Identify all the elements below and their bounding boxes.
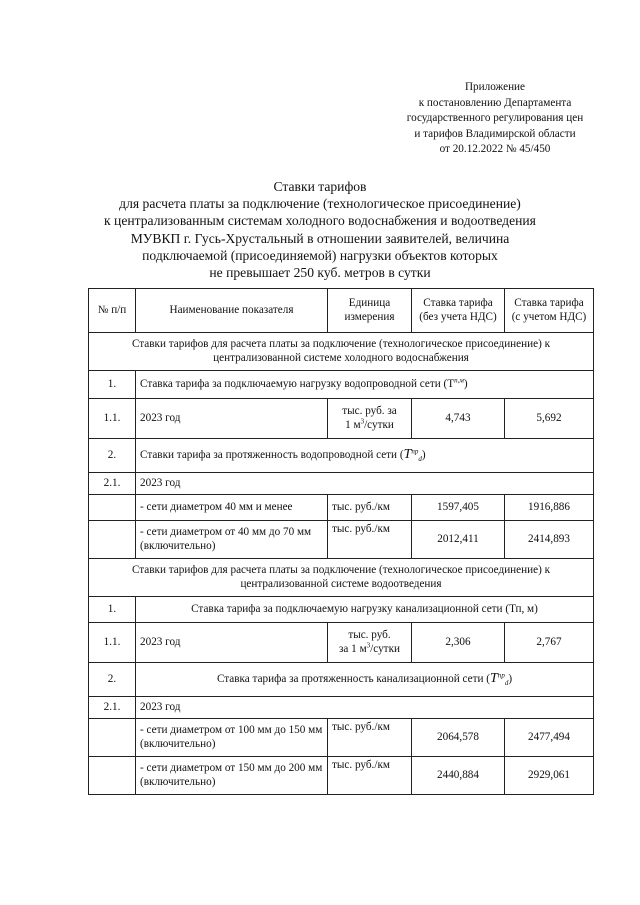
- row-year: 2023 год: [136, 399, 328, 439]
- title-line: МУВКП г. Гусь-Хрустальный в отношении заявителей, величина: [130, 230, 510, 246]
- row-number: 2.: [89, 439, 136, 473]
- row-unit: тыс. руб./км: [328, 719, 412, 757]
- table-row: [89, 559, 594, 597]
- row-name: - сети диаметром от 100 мм до 150 мм (включительно): [136, 719, 328, 757]
- rate-no-vat: 4,743: [412, 399, 505, 439]
- row-unit: тыс. руб./км: [328, 495, 412, 521]
- appendix-line: Приложение: [464, 81, 526, 93]
- empty-cell: [89, 495, 136, 521]
- row-number: 2.: [89, 663, 136, 697]
- table-row: [89, 333, 594, 371]
- rate-with-vat: 2,767: [505, 623, 594, 663]
- header-name: Наименование показателя: [136, 289, 328, 333]
- row-unit: тыс. руб./км: [328, 521, 412, 559]
- row-name: - сети диаметром 40 мм и менее: [136, 495, 328, 521]
- row-number: 2.1.: [89, 473, 136, 495]
- table-row: [89, 399, 594, 439]
- table-row: [89, 757, 594, 795]
- row-year: 2023 год: [136, 697, 594, 719]
- table-row: [89, 719, 594, 757]
- row-number: 1.1.: [89, 399, 136, 439]
- water-section-title: Ставки тарифов для расчета платы за подключение (технологическое присоединение) к централизованной системе холодного водоснабжения: [89, 333, 594, 371]
- row-number: 1.: [89, 597, 136, 623]
- rate-with-vat: 1916,886: [505, 495, 594, 521]
- rate-with-vat: 2477,494: [505, 719, 594, 757]
- table-row: [89, 597, 594, 623]
- header-unit: Единица измерения: [328, 289, 412, 333]
- table-row: [89, 663, 594, 697]
- empty-cell: [89, 719, 136, 757]
- rate-no-vat: 1597,405: [412, 495, 505, 521]
- tariff-table: [88, 288, 594, 795]
- appendix-line: государственного регулирования цен: [406, 112, 584, 124]
- appendix-line: к постановлению Департамента: [418, 96, 572, 109]
- row-label: Ставка тарифа за подключаемую нагрузку канализационной сети (Тп, м): [136, 597, 594, 623]
- row-name: - сети диаметром от 150 мм до 200 мм (включительно): [136, 757, 328, 795]
- row-number: 2.1.: [89, 697, 136, 719]
- title-line: не превышает 250 куб. метров в сутки: [209, 265, 431, 281]
- row-number: 1.: [89, 371, 136, 399]
- appendix-block: [395, 80, 595, 158]
- table-row: [89, 371, 594, 399]
- table-row: [89, 439, 594, 473]
- row-unit: тыс. руб. за 1 $м^3$/сутки: [328, 623, 412, 663]
- empty-cell: [89, 521, 136, 559]
- document-title: [70, 178, 570, 281]
- title-line: для расчета платы за подключение (технологическое присоединение): [119, 196, 521, 212]
- header-rate-no-vat: Ставка тарифа (без учета НДС): [412, 289, 505, 333]
- row-label: Ставка тарифа за подключаемую нагрузку водопроводной сети $(Т^{п,м})$: [136, 371, 594, 399]
- rate-no-vat: 2012,411: [412, 521, 505, 559]
- rate-with-vat: 2414,893: [505, 521, 594, 559]
- row-number: 1.1.: [89, 623, 136, 663]
- row-year: 2023 год: [136, 473, 594, 495]
- row-name: - сети диаметром от 40 мм до 70 мм (включительно): [136, 521, 328, 559]
- rate-no-vat: 2064,578: [412, 719, 505, 757]
- table-header-row: [89, 289, 594, 333]
- row-year: 2023 год: [136, 623, 328, 663]
- title-line: подключаемой (присоединяемой) нагрузки объектов которых: [142, 247, 498, 263]
- header-rate-with-vat: Ставка тарифа (с учетом НДС): [505, 289, 594, 333]
- table-row: [89, 495, 594, 521]
- title-line: Ставки тарифов: [273, 179, 367, 194]
- rate-with-vat: 5,692: [505, 399, 594, 439]
- table-row: [89, 473, 594, 495]
- rate-no-vat: 2,306: [412, 623, 505, 663]
- title-line: к централизованным системам холодного водоснабжения и водоотведения: [104, 213, 536, 229]
- appendix-line: и тарифов Владимирской области: [414, 127, 576, 140]
- empty-cell: [89, 757, 136, 795]
- rate-no-vat: 2440,884: [412, 757, 505, 795]
- table-row: [89, 623, 594, 663]
- appendix-line: от 20.12.2022 № 45/450: [439, 143, 551, 155]
- row-label: Ставка тарифа за протяженность канализационной сети $(T^{пр}_d)$: [136, 663, 594, 697]
- rate-with-vat: 2929,061: [505, 757, 594, 795]
- row-label: Ставки тарифа за протяженность водопроводной сети $(T^{пр}_d)$: [136, 439, 594, 473]
- header-num: № п/п: [89, 289, 136, 333]
- table-row: [89, 697, 594, 719]
- row-unit: тыс. руб./км: [328, 757, 412, 795]
- row-unit: тыс. руб. за 1 $м^3$/сутки: [328, 399, 412, 439]
- sewer-section-title: Ставки тарифов для расчета платы за подключение (технологическое присоединение) к централизованной системе водоотведения: [89, 559, 594, 597]
- table-row: [89, 521, 594, 559]
